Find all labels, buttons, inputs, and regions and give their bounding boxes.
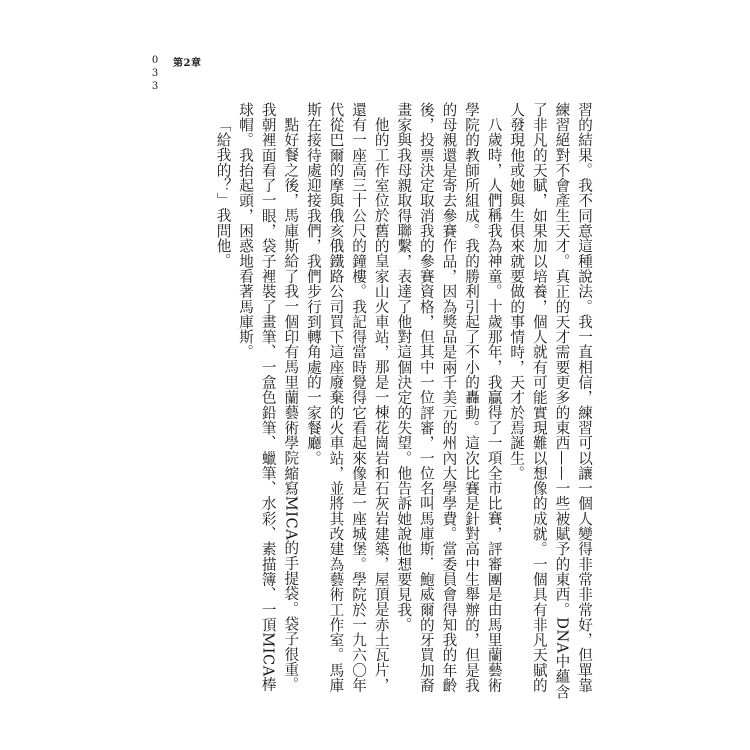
chapter-heading: 第2章	[173, 58, 202, 69]
body-text	[155, 102, 595, 702]
page-number	[150, 55, 160, 93]
paragraph: 「給我的？」我問他。	[214, 116, 232, 269]
page-number-digit: 3	[151, 68, 159, 79]
paragraph: 點好餐之後，馬庫斯給了我一個印有馬里蘭藝術學院縮寫MICA的手提袋。袋子很重。我朝裡面看了一眼，袋子裡裝了畫筆、一盒色鉛筆、蠟筆、水彩、素描簿、一頂MICA棒球帽。我抬起頭，困惑地看著馬庫斯。	[237, 102, 300, 693]
paragraph: 八歲時，人們稱我為神童。十歲那年，我贏得了一項全市比賽，評審團是由馬里蘭藝術學院的教師所組成。我的勝利引起了不小的轟動。這次比賽是針對高中生舉辦的，但是我的母親還是寄去參賽作品，因為獎品是兩千美元的州內大學學費。當委員會得知我的年齡後，投票決定取消我的參賽資格，但其中一位評審，一位名叫馬庫斯．鮑威爾的牙買加裔畫家與我母親取得聯繫，表達了他對這個決定的失望。他告訴她說他想要見我。	[395, 102, 503, 693]
page-number-digit: 0	[151, 55, 159, 66]
paragraph: 習的結果。我不同意這種說法。我一直相信，練習可以讓一個人變得非常非常好，但單靠練習絕對不會產生天才。真正的天才需要更多的東西——一些被賦予的東西。DNA中蘊含了非凡的天賦，如果加以培養，個人就有可能實現難以想像的成就。一個具有非凡天賦的人發現他或她與生俱來就要做的事情時，天才於焉誕生。	[508, 102, 593, 700]
paragraph: 他的工作室位於舊的皇家山火車站，那是一棟花崗岩和石灰岩建築，屋頂是赤土瓦片，還有一座高三十公尺的鐘樓。我記得當時覺得它看起來像是一座城堡。學院於一九六〇年代從巴爾的摩與俄亥俄鐵路公司買下這座廢棄的火車站，並將其改建為藝術工作室。馬庫斯在接待處迎接我們，我們步行到轉角處的一家餐廳。	[304, 102, 390, 693]
page-number-digit: 3	[151, 81, 159, 92]
